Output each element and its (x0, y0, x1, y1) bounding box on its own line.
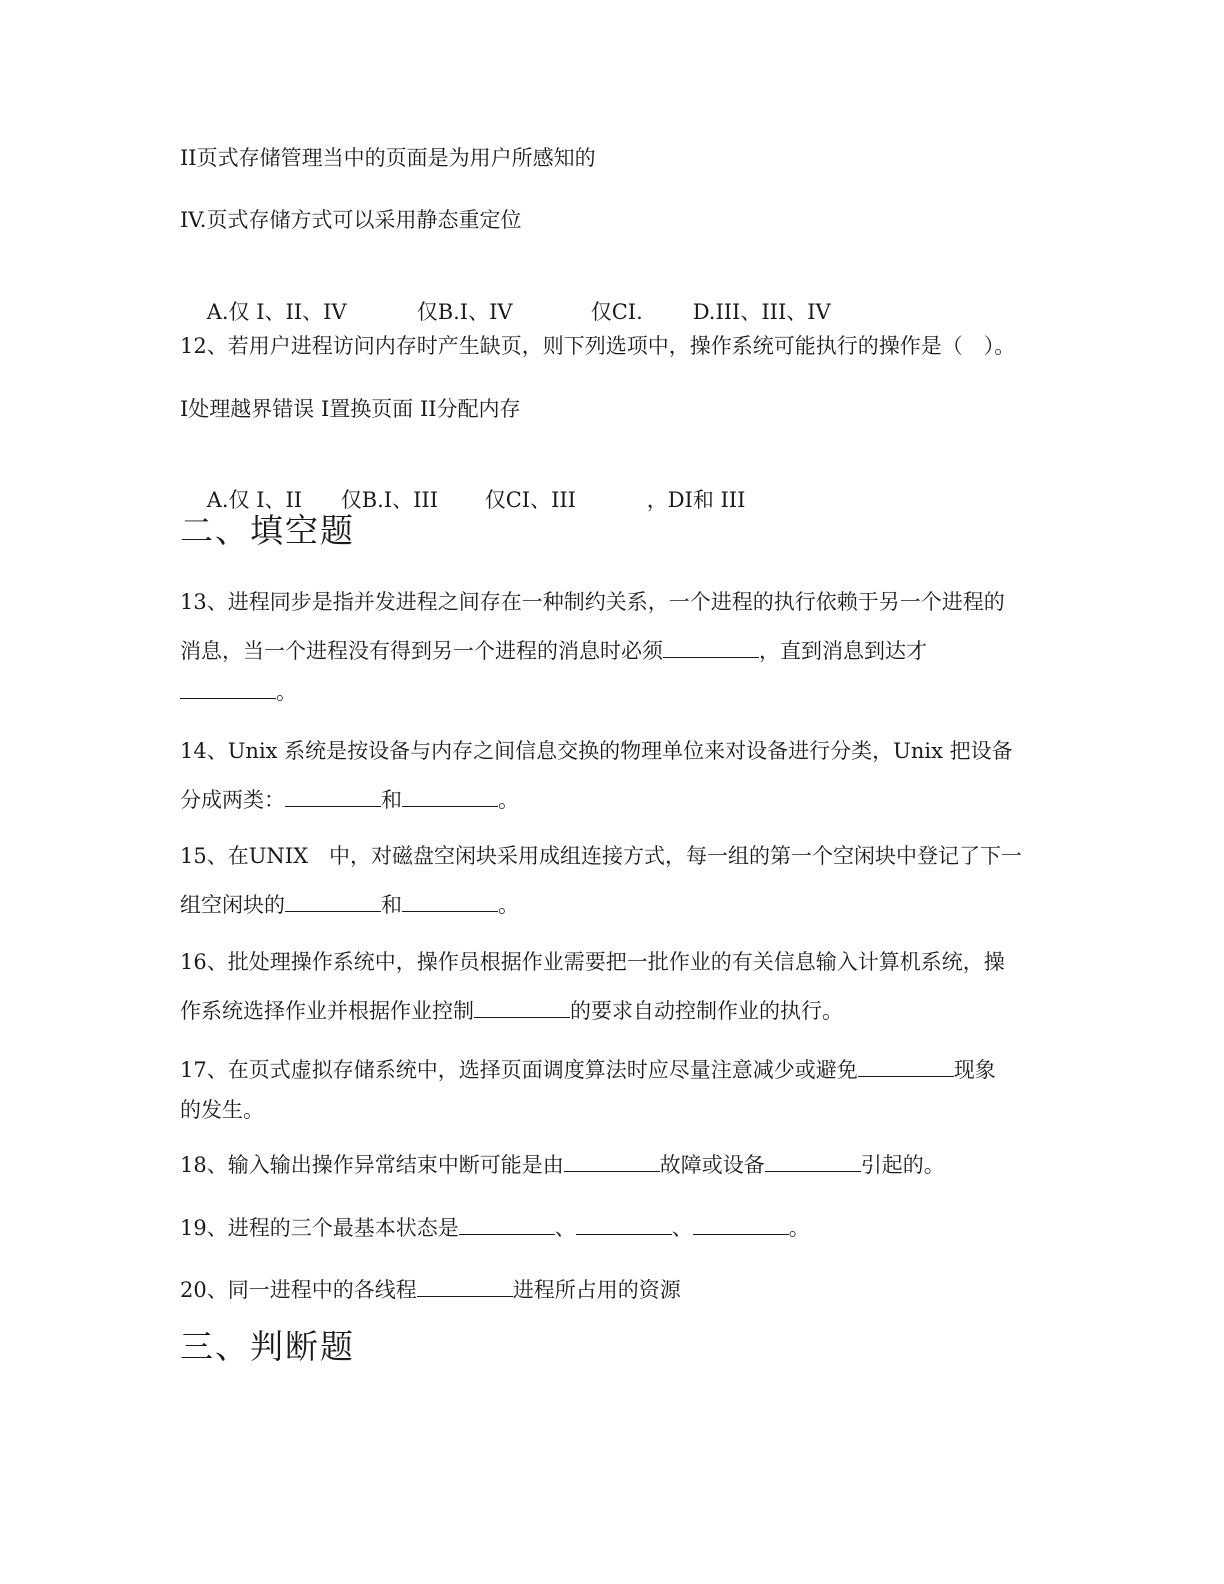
q17-text-a: 17、在页式虚拟存储系统中，选择页面调度算法时应尽量注意减少或避免 (180, 1058, 858, 1082)
q18-text-a: 18、输入输出操作异常结束中断可能是由 (180, 1153, 564, 1177)
q18-text-c: 引起的。 (860, 1153, 945, 1177)
q13-blank-2[interactable] (180, 676, 276, 699)
q16-text-a: 作系统选择作业并根据作业控制 (180, 999, 474, 1023)
q19-line (180, 1212, 810, 1242)
q12-option-d: ，DI和 III (646, 488, 746, 512)
q13-text-a: 消息，当一个进程没有得到另一个进程的消息时必须 (180, 639, 663, 663)
q11-option-d: D.III、III、IV (692, 300, 831, 324)
q14-text-a: 分成两类： (180, 788, 285, 812)
q12-option-c: 仅CI、III (484, 488, 576, 512)
q20-blank[interactable] (417, 1274, 513, 1297)
q14-blank-1[interactable] (285, 784, 381, 807)
q14-text-b: 和 (381, 788, 402, 812)
q17-line1 (180, 1054, 996, 1084)
section-fill-in-title: 二、填空题 (180, 511, 355, 550)
q19-blank-2[interactable] (576, 1212, 672, 1235)
q14-line2 (180, 784, 519, 814)
q12-option-a: A.仅 I、II (206, 488, 303, 512)
q20-line (180, 1274, 681, 1304)
q15-blank-1[interactable] (285, 889, 381, 912)
q18-line (180, 1149, 945, 1179)
q13-line3 (180, 676, 297, 706)
q12-items: I处理越界错误 I置换页面 II分配内存 (180, 397, 521, 421)
q19-blank-3[interactable] (693, 1212, 789, 1235)
q12-stem: 12、若用户进程访问内存时产生缺页，则下列选项中，操作系统可能执行的操作是（ ）。 (180, 334, 1016, 358)
q13-line2 (180, 635, 927, 665)
section-true-false-title: 三、判断题 (180, 1327, 355, 1366)
q17-text-b: 现象 (953, 1058, 996, 1082)
q17-blank[interactable] (858, 1054, 954, 1077)
q13-line1: 13、进程同步是指并发进程之间存在一种制约关系，一个进程的执行依赖于另一个进程的 (180, 590, 1005, 614)
q11-option-c: 仅CI. (590, 300, 643, 324)
q17-line2: 的发生。 (180, 1098, 264, 1122)
q19-sep-2: 、 (671, 1216, 693, 1240)
q19-blank-1[interactable] (459, 1212, 555, 1235)
q18-text-b: 故障或设备 (659, 1153, 765, 1177)
q16-line2 (180, 995, 843, 1025)
q15-blank-2[interactable] (402, 889, 498, 912)
q14-line1: 14、Unix 系统是按设备与内存之间信息交换的物理单位来对设备进行分类，Unix 把设备 (180, 739, 1013, 763)
q18-blank-2[interactable] (765, 1149, 861, 1172)
statement-ii: II页式存储管理当中的页面是为用户所感知的 (180, 146, 596, 170)
q13-text-end: 。 (276, 680, 297, 704)
q15-text-a: 组空闲块的 (180, 893, 285, 917)
q13-text-b: ，直到消息到达才 (759, 639, 927, 663)
q11-option-a: A.仅 I、II、IV (206, 300, 347, 324)
q13-blank-1[interactable] (663, 635, 759, 658)
q20-text-a: 20、同一进程中的各线程 (180, 1278, 417, 1302)
q14-blank-2[interactable] (402, 784, 498, 807)
q12-option-b: 仅B.I、III (340, 488, 438, 512)
q16-text-b: 的要求自动控制作业的执行。 (570, 999, 843, 1023)
q15-text-b: 和 (381, 893, 402, 917)
q15-text-end: 。 (498, 893, 519, 917)
q16-line1: 16、批处理操作系统中，操作员根据作业需要把一批作业的有关信息输入计算机系统，操 (180, 950, 1005, 974)
statement-iv: IV.页式存储方式可以采用静态重定位 (180, 208, 522, 232)
q19-text-a: 19、进程的三个最基本状态是 (180, 1216, 459, 1240)
q18-blank-1[interactable] (564, 1149, 660, 1172)
q16-blank[interactable] (474, 995, 570, 1018)
q19-sep-1: 、 (554, 1216, 576, 1240)
q14-text-end: 。 (498, 788, 519, 812)
q15-line1: 15、在UNIX 中，对磁盘空闲块采用成组连接方式，每一组的第一个空闲块中登记了下一 (180, 844, 1023, 868)
q20-text-b: 进程所占用的资源 (512, 1278, 681, 1302)
q11-option-b: 仅B.I、IV (416, 300, 513, 324)
q15-line2 (180, 889, 519, 919)
q19-text-end: 。 (788, 1216, 810, 1240)
